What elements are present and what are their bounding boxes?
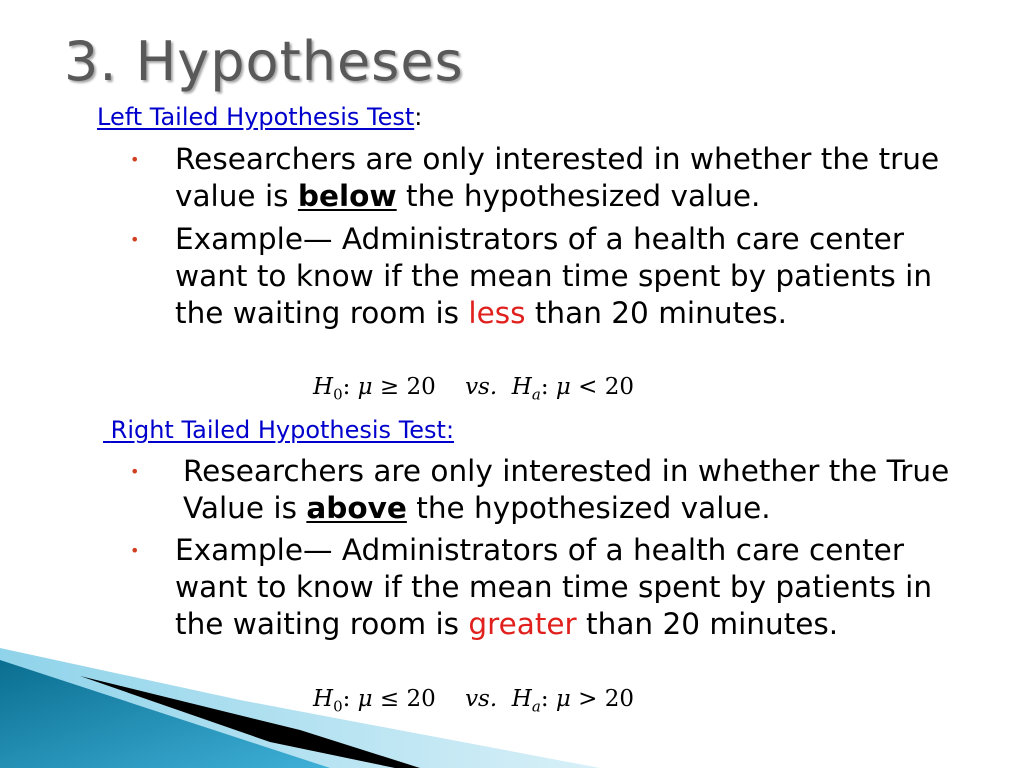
right-hypothesis-formula: $H_0$: μ ≤ 20 vs. $H_a$: μ > 20 <box>313 686 635 716</box>
right-tailed-heading: Right Tailed Hypothesis Test: <box>110 416 455 444</box>
bullet-icon: • <box>130 150 140 169</box>
left-hypothesis-formula: $H_0$: μ ≥ 20 vs. $H_a$: μ < 20 <box>313 374 635 404</box>
left-bullet-1: • Researchers are only interested in whether the true value is below the hypothesized value. <box>130 142 940 213</box>
bullet-icon: • <box>130 230 140 249</box>
left-bullet-2: • Example— Administrators of a health care center want to know if the mean time spent by patients in the waiting room is less than 20 minutes. <box>130 222 933 330</box>
above-emphasis: above <box>306 491 407 525</box>
bullet-icon: • <box>130 541 140 560</box>
bullet-icon: • <box>130 462 140 481</box>
greater-highlight: greater <box>468 607 577 641</box>
less-highlight: less <box>468 296 526 330</box>
right-bullet-1: • Researchers are only interested in whether the True Value is above the hypothesized value. <box>130 454 950 525</box>
right-bullet-2: • Example— Administrators of a health care center want to know if the mean time spent by patients in the waiting room is greater than 20 minutes. <box>130 533 933 641</box>
below-emphasis: below <box>297 179 397 213</box>
left-tailed-heading: Left Tailed Hypothesis Test: <box>97 103 423 131</box>
slide-title: 3. Hypotheses <box>64 30 464 93</box>
